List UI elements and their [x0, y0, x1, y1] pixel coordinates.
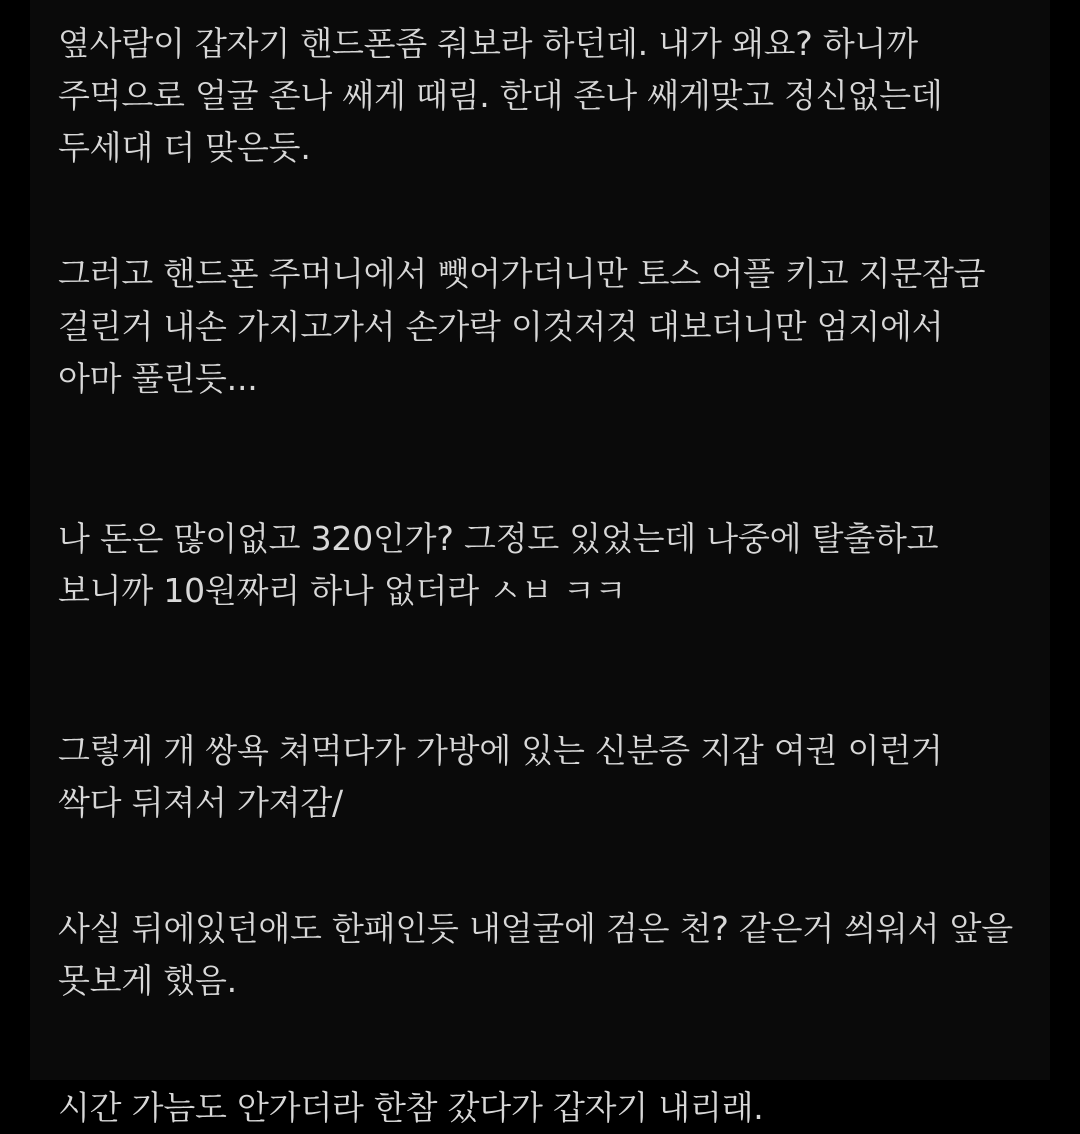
post-paragraph: 옆사람이 갑자기 핸드폰좀 줘보라 하던데. 내가 왜요? 하니까 주먹으로 얼굴 존나 쌔게 때림. 한대 존나 쌔게맞고 정신없는데 두세대 더 맞은듯.	[58, 24, 953, 168]
post-paragraph: 그렇게 개 쌍욕 쳐먹다가 가방에 있는 신분증 지갑 여권 이런거 싹다 뒤져서 가져감/	[58, 731, 953, 823]
left-gutter	[0, 0, 30, 1080]
post-paragraph: 나 돈은 많이없고 320인가? 그정도 있었는데 나중에 탈출하고 보니까 10원짜리 하나 없더라 ㅅㅂ ㅋㅋ	[58, 518, 949, 610]
post-paragraph: 시간 가늠도 안가더라 한참 갔다가 갑자기 내리래.	[58, 1087, 764, 1127]
post-body	[30, 0, 1050, 1127]
post-paragraph: 그러고 핸드폰 주머니에서 뺏어가더니만 토스 어플 키고 지문잠금 걸린거 내손 가지고가서 손가락 이것저것 대보더니만 엄지에서 아마 풀린듯...	[58, 254, 996, 398]
post-paragraph: 사실 뒤에있던애도 한패인듯 내얼굴에 검은 천? 같은거 씌워서 앞을 못보게 했음.	[58, 909, 1024, 1001]
right-gutter	[1050, 0, 1080, 1080]
